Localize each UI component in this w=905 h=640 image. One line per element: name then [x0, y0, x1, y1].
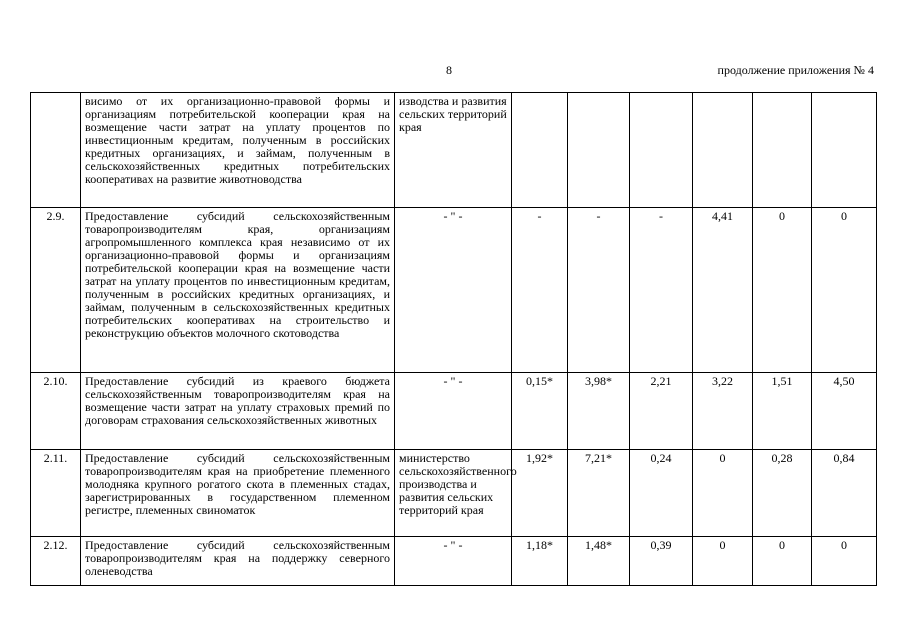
- row-description: висимо от их организационно-правовой формы и организациям потребительской кооперации края на возмещение части затрат на уплату процентов по инвестиционным кредитам, полученным в российских кредитных организациях, и займам, полученным в сельскохозяйственных кредитных потребительских кооперативах на развитие животноводства: [81, 93, 395, 208]
- row-value: -: [630, 208, 693, 373]
- table-row: [31, 450, 877, 537]
- row-executor: [395, 537, 512, 586]
- ditto-mark: - " -: [443, 374, 463, 388]
- row-executor: [395, 373, 512, 450]
- table-row: [31, 93, 877, 208]
- row-value: 0: [753, 208, 812, 373]
- row-value: 0: [812, 537, 877, 586]
- row-value: 7,21*: [568, 450, 630, 537]
- row-executor: изводства и развития сельских территорий края: [395, 93, 512, 208]
- row-value: -: [512, 208, 568, 373]
- row-value: 2,21: [630, 373, 693, 450]
- row-value: [512, 93, 568, 208]
- row-number: 2.10.: [31, 373, 81, 450]
- row-value: [693, 93, 753, 208]
- row-number: 2.9.: [31, 208, 81, 373]
- row-value: 3,98*: [568, 373, 630, 450]
- row-description: Предоставление субсидий сельскохозяйственным товаропроизводителям края на поддержку северного оленеводства: [81, 537, 395, 586]
- row-number: 2.12.: [31, 537, 81, 586]
- row-value: 0: [693, 537, 753, 586]
- row-number: 2.11.: [31, 450, 81, 537]
- row-value: [630, 93, 693, 208]
- row-value: 1,18*: [512, 537, 568, 586]
- row-value: 4,41: [693, 208, 753, 373]
- row-value: 0,15*: [512, 373, 568, 450]
- row-value: 0: [693, 450, 753, 537]
- ditto-mark: - " -: [443, 209, 463, 223]
- row-value: -: [568, 208, 630, 373]
- row-description: Предоставление субсидий из краевого бюджета сельскохозяйственным товаропроизводителям края на возмещение части затрат на уплату страховых премий по договорам страхования сельскохозяйственных животных: [81, 373, 395, 450]
- row-value: [568, 93, 630, 208]
- table-row: [31, 208, 877, 373]
- row-value: 3,22: [693, 373, 753, 450]
- row-number: [31, 93, 81, 208]
- continuation-note: продолжение приложения № 4: [717, 63, 874, 77]
- row-description: Предоставление субсидий сельскохозяйственным товаропроизводителям края, организациям агропромышленного комплекса края независимо от их организационно-правовой формы и организациям потребительской кооперации края на возмещение части затрат на уплату процентов по инвестиционным кредитам, полученным в российских кредитных организациях, и займам, полученным в сельскохозяйственных кредитных потребительских кооперативах на строительство и реконструкцию объектов молочного скотоводства: [81, 208, 395, 373]
- row-value: 1,48*: [568, 537, 630, 586]
- row-executor: министерство сельскохозяйственного производства и развития сельских территорий края: [395, 450, 512, 537]
- row-executor: [395, 208, 512, 373]
- row-value: 0: [812, 208, 877, 373]
- row-value: 0,84: [812, 450, 877, 537]
- row-value: 0: [753, 537, 812, 586]
- table-row: [31, 537, 877, 586]
- row-value: 4,50: [812, 373, 877, 450]
- appendix-table: [30, 92, 877, 586]
- row-value: 0,39: [630, 537, 693, 586]
- row-description: Предоставление субсидий сельскохозяйственным товаропроизводителям края на приобретение племенного молодняка крупного рогатого скота в племенных стадах, зарегистрированных в государственном племенном регистре, племенных свиноматок: [81, 450, 395, 537]
- row-value: [812, 93, 877, 208]
- row-value: 0,28: [753, 450, 812, 537]
- row-value: 0,24: [630, 450, 693, 537]
- row-value: [753, 93, 812, 208]
- row-value: 1,92*: [512, 450, 568, 537]
- ditto-mark: - " -: [443, 538, 463, 552]
- row-value: 1,51: [753, 373, 812, 450]
- page-number: 8: [446, 63, 452, 77]
- table-row: [31, 373, 877, 450]
